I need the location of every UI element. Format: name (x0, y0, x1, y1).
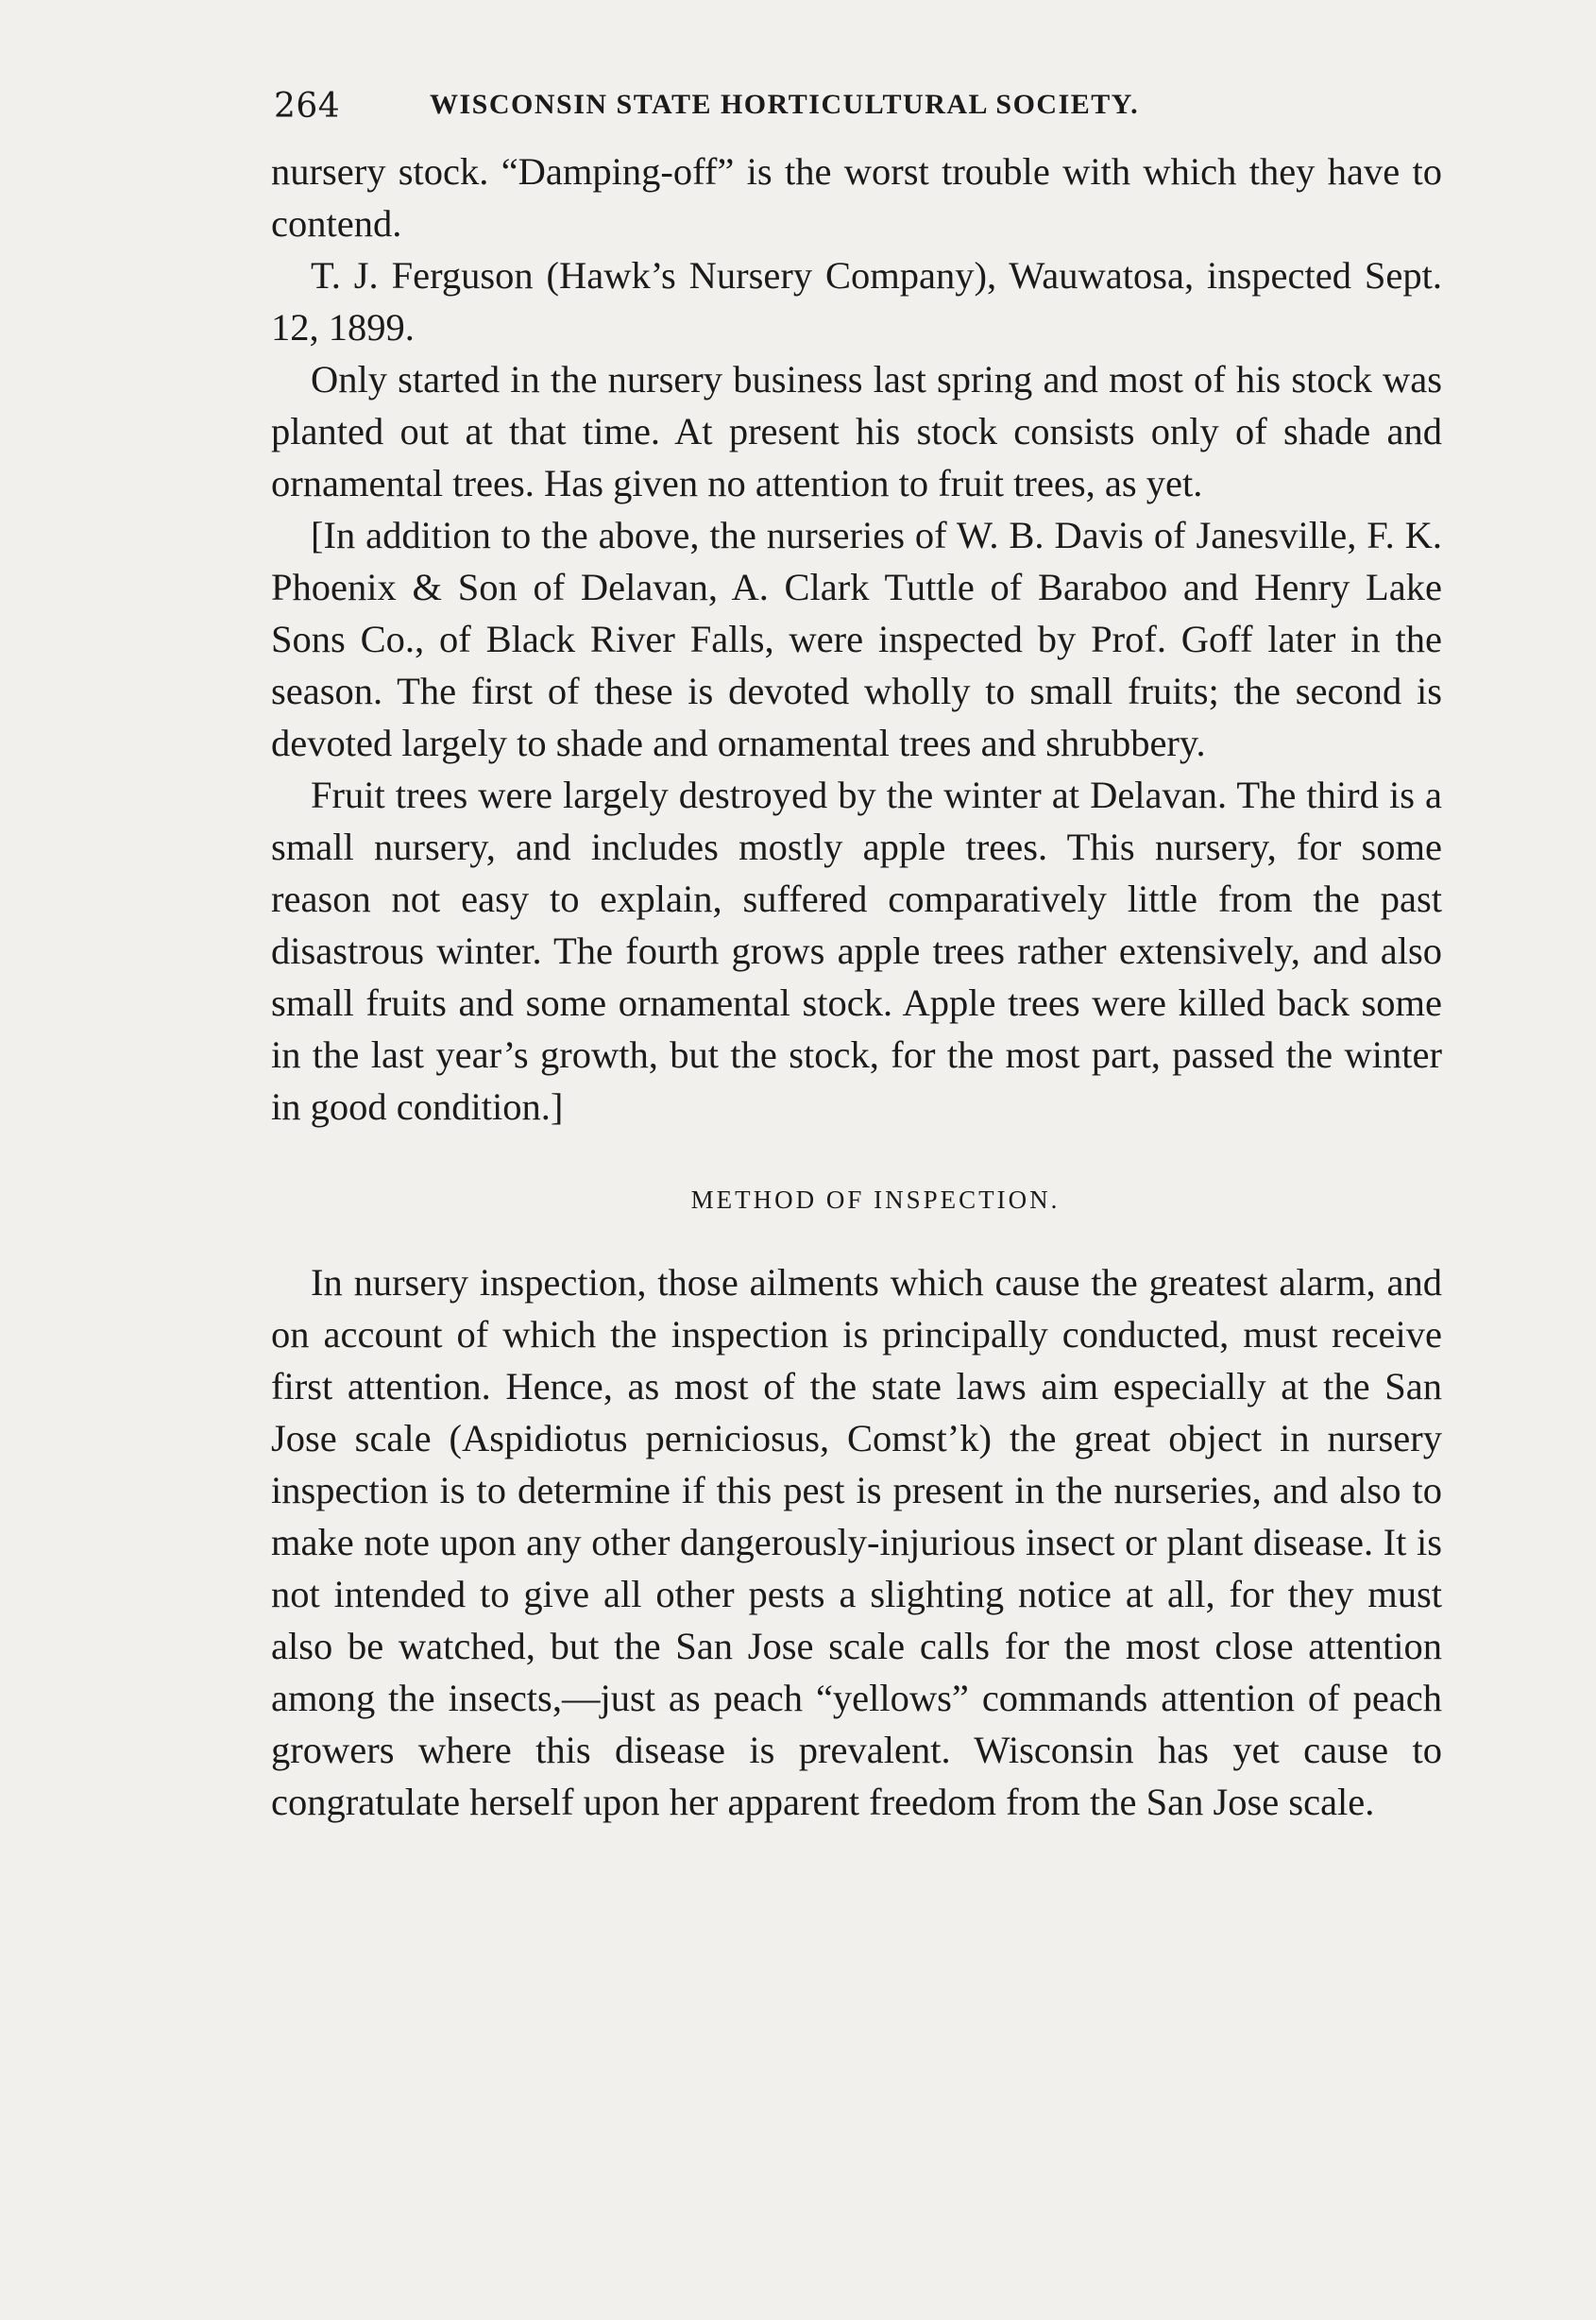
header-title: WISCONSIN STATE HORTICULTURAL SOCIETY. (430, 89, 1140, 120)
page-number: 264 (274, 87, 341, 126)
section-heading: METHOD OF INSPECTION. (690, 1186, 1061, 1214)
paragraph-method-of-inspection: In nursery inspection, those ailments which cause the greatest alarm, and on account of which the inspection is principally conducted, must receive first attention. Hence, as most of the state laws aim especially at the San Jose scale (Aspidiotus perniciosus, Comst’k) the great object in nursery inspection is to determine if this pest is present in the nurseries, and also to make note upon any other dangerously-injurious insect or plant disease. It is not intended to give all other pests a slighting notice at all, for they must also be watched, but the San Jose scale calls for the most close attention among the insects,—just as peach “yellows” commands attention of peach growers where this disease is prevalent. Wisconsin has yet cause to congratulate herself upon her apparent freedom from the San Jose scale. (271, 1261, 1442, 1823)
paragraph-additional-nurseries: [In addition to the above, the nurseries of W. B. Davis of Janesville, F. K. Phoenix & Son of Delavan, A. Clark Tuttle of Baraboo and Henry Lake Sons Co., of Black River Falls, were inspected by Prof. Goff later in the season. The first of these is devoted wholly to small fruits; the second is devoted largely to shade and ornamental trees and shrubbery. (271, 514, 1442, 764)
paragraph-ferguson-notes: Only started in the nursery business last spring and most of his stock was planted out at that time. At present his stock consists only of shade and ornamental trees. Has given no attention to fruit trees, as yet. (271, 358, 1442, 504)
running-head (271, 76, 1442, 142)
paragraph-ferguson-entry: T. J. Ferguson (Hawk’s Nursery Company), Wauwatosa, inspected Sept. 12, 1899. (271, 254, 1442, 349)
page (271, 76, 1442, 1828)
paragraph-continuation: nursery stock. “Damping-off” is the worst trouble with which they have to contend. (271, 150, 1442, 245)
paragraph-fruit-trees: Fruit trees were largely destroyed by the winter at Delavan. The third is a small nursery, and includes mostly apple trees. This nursery, for some reason not easy to explain, suffered comparatively little from the past disastrous winter. The fourth grows apple trees rather extensively, and also small fruits and some ornamental stock. Apple trees were killed back some in the last year’s growth, but the stock, for the most part, passed the winter in good condition.] (271, 774, 1442, 1128)
